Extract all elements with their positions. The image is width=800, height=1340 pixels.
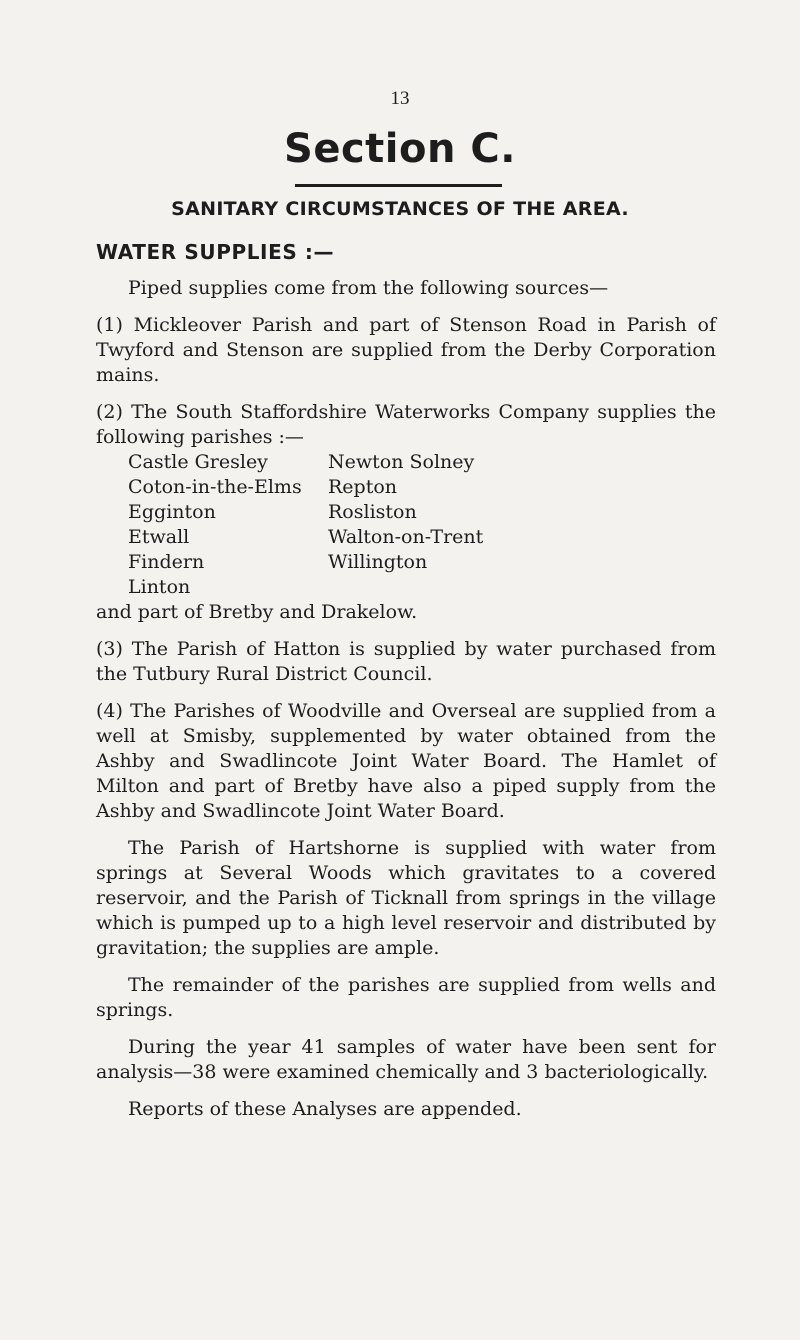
section-title: Section C.	[284, 126, 516, 172]
paragraph-1: (1) Mickleover Parish and part of Stenson Road in Parish of Twyford and Stenson are supplied from the Derby Corporation mains.	[96, 314, 716, 386]
parish-item: Egginton	[128, 501, 216, 523]
paragraph-3: (3) The Parish of Hatton is supplied by water purchased from the Tutbury Rural District Council.	[96, 638, 716, 685]
paragraph-2: (2) The South Staffordshire Waterworks Company supplies the following parishes :—	[96, 401, 716, 448]
parish-column-right	[328, 450, 588, 600]
parish-item: Coton-in-the-Elms	[128, 476, 302, 498]
parish-item: Findern	[128, 551, 205, 573]
body-text	[96, 276, 716, 1122]
paragraph-8: Reports of these Analyses are appended.	[128, 1098, 522, 1120]
title-underline	[295, 184, 502, 187]
parish-item: Linton	[128, 576, 191, 598]
parish-item: Willington	[328, 551, 428, 573]
water-supplies-heading: WATER SUPPLIES :—	[96, 240, 335, 264]
paragraph-7: During the year 41 samples of water have been sent for analysis—38 were examined chemically and 3 bacteriologically.	[96, 1036, 716, 1083]
parish-list-note: and part of Bretby and Drakelow.	[96, 601, 418, 623]
parish-item: Rosliston	[328, 501, 417, 523]
page-number: 13	[390, 88, 410, 109]
intro-paragraph: Piped supplies come from the following sources—	[128, 277, 609, 299]
parish-item: Castle Gresley	[128, 451, 268, 473]
paragraph-6: The remainder of the parishes are supplied from wells and springs.	[96, 974, 716, 1021]
section-subtitle: SANITARY CIRCUMSTANCES OF THE AREA.	[171, 198, 629, 220]
parish-column-left	[128, 450, 328, 600]
parish-item: Newton Solney	[328, 451, 475, 473]
paragraph-5: The Parish of Hartshorne is supplied with water from springs at Several Woods which gravitates to a covered reservoir, and the Parish of Ticknall from springs in the village which is pumped up to a high level reservoir and distributed by gravitation; the supplies are ample.	[96, 837, 716, 959]
paragraph-4: (4) The Parishes of Woodville and Overseal are supplied from a well at Smisby, supplemented by water obtained from the Ashby and Swadlincote Joint Water Board. The Hamlet of Milton and part of Bretby have also a piped supply from the Ashby and Swadlincote Joint Water Board.	[96, 700, 716, 822]
parish-item: Etwall	[128, 526, 190, 548]
parish-item: Repton	[328, 476, 398, 498]
parish-item: Walton-on-Trent	[328, 526, 484, 548]
parish-list	[128, 450, 716, 600]
